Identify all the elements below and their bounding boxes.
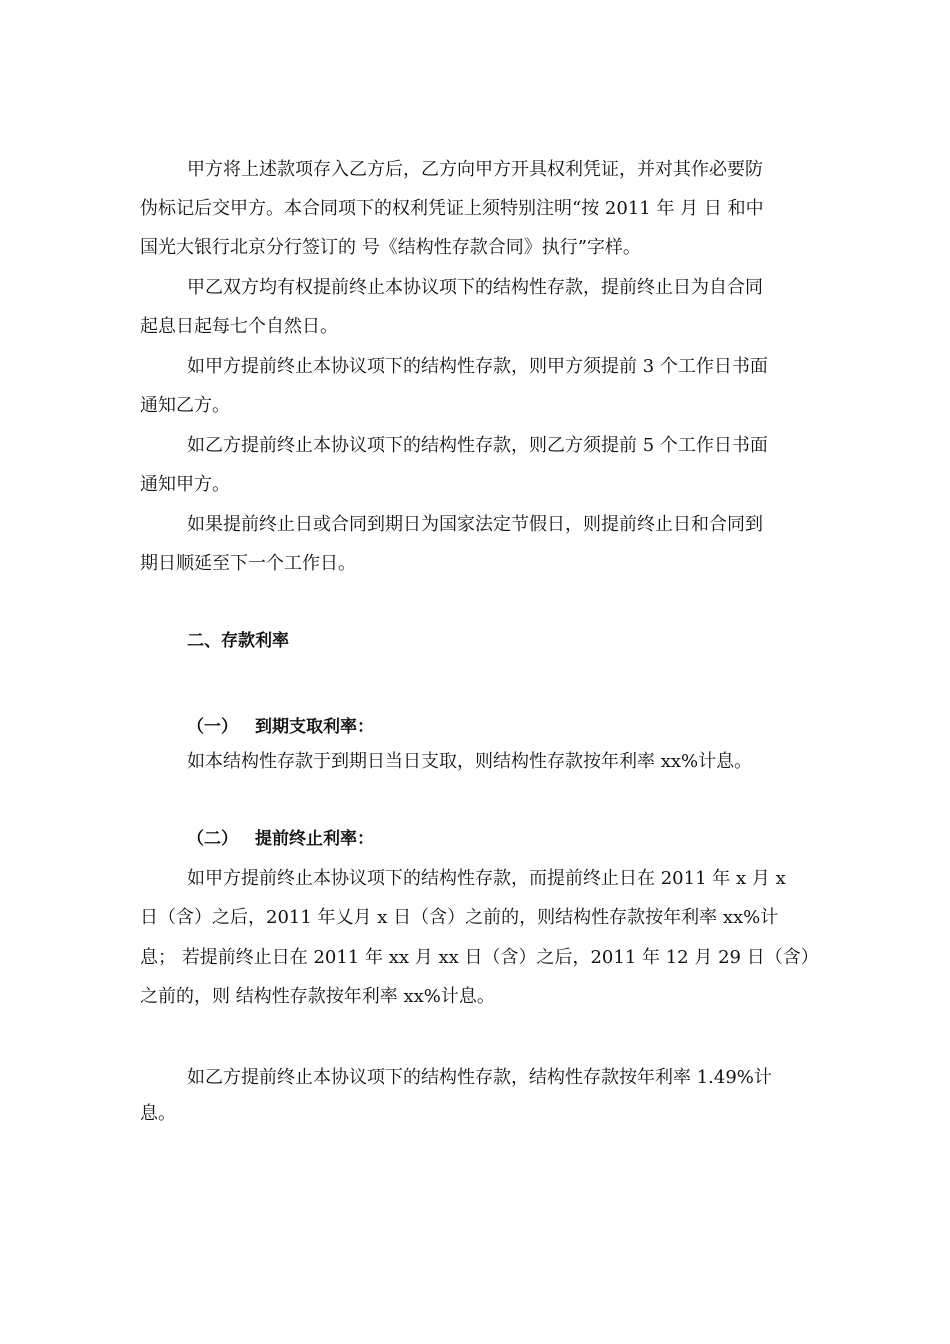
subsection-label: （二） xyxy=(187,829,238,849)
paragraph-line: 如甲方提前终止本协议项下的结构性存款，而提前终止日在 2011 年 x 月 x xyxy=(187,868,786,889)
paragraph-line: 甲方将上述款项存入乙方后，乙方向甲方开具权利凭证，并对其作必要防 xyxy=(187,159,763,180)
subsection-heading: 提前终止利率： xyxy=(255,829,374,849)
paragraph-line: 通知乙方。 xyxy=(140,395,230,416)
paragraph-line: 日（含）之后，2011 年乂月 x 日（含）之前的，则结构性存款按年利率 xx%计 xyxy=(140,907,779,928)
paragraph-line: 如本结构性存款于到期日当日支取，则结构性存款按年利率 xx%计息。 xyxy=(187,751,753,772)
paragraph-line: 国光大银行北京分行签订的 号《结构性存款合同》执行”字样。 xyxy=(140,237,641,258)
paragraph-line: 息。 xyxy=(140,1103,176,1124)
paragraph-line: 如乙方提前终止本协议项下的结构性存款，结构性存款按年利率 1.49%计 xyxy=(187,1067,772,1088)
paragraph-line: 如果提前终止日或合同到期日为国家法定节假日，则提前终止日和合同到 xyxy=(187,514,763,535)
paragraph-line: 通知甲方。 xyxy=(140,474,230,495)
paragraph-line: 甲乙双方均有权提前终止本协议项下的结构性存款，提前终止日为自合同 xyxy=(187,277,763,298)
paragraph-line: 之前的，则 结构性存款按年利率 xx%计息。 xyxy=(140,986,495,1007)
paragraph-line: 伪标记后交甲方。本合同项下的权利凭证上须特别注明“按 2011 年 月 日 和中 xyxy=(140,198,764,219)
paragraph-line: 息； 若提前终止日在 2011 年 xx 月 xx 日（含）之后，2011 年 12 月 29 日（含） xyxy=(140,947,819,968)
subsection-heading: 到期支取利率： xyxy=(255,717,374,737)
paragraph-line: 起息日起每七个自然日。 xyxy=(140,316,338,337)
subsection-label: （一） xyxy=(187,717,238,737)
paragraph-line: 如乙方提前终止本协议项下的结构性存款，则乙方须提前 5 个工作日书面 xyxy=(187,435,768,456)
paragraph-line: 期日顺延至下一个工作日。 xyxy=(140,553,356,574)
section-heading: 二、存款利率 xyxy=(187,631,289,651)
paragraph-line: 如甲方提前终止本协议项下的结构性存款，则甲方须提前 3 个工作日书面 xyxy=(187,356,768,377)
